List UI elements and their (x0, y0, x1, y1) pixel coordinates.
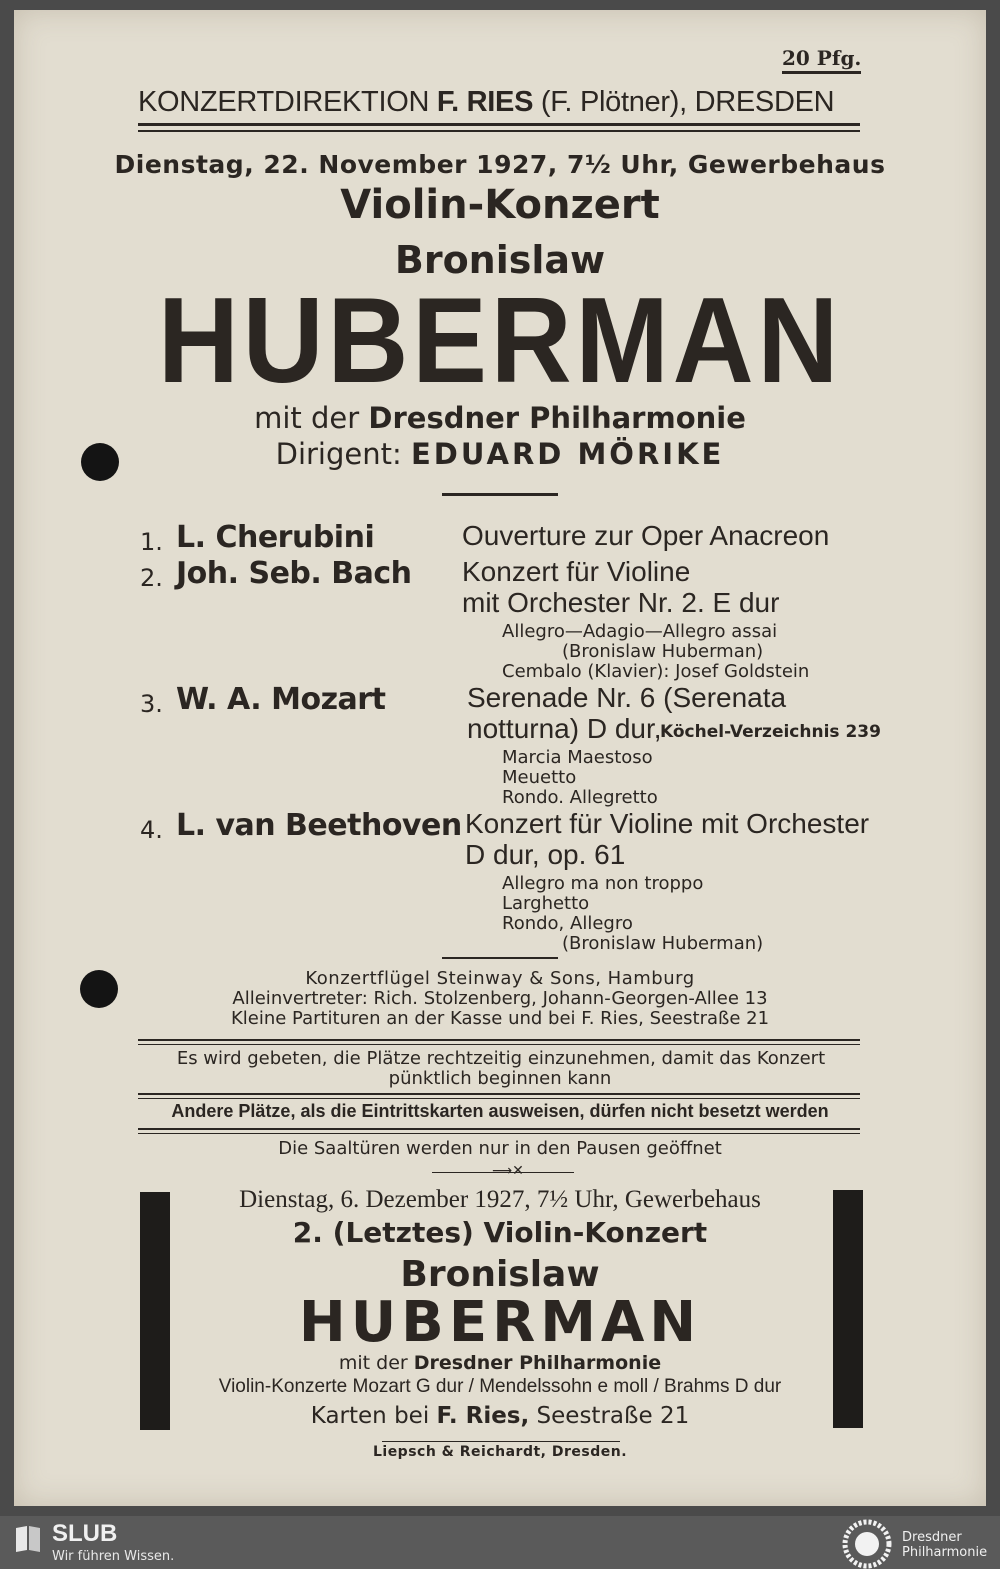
concert1-title: Violin-Konzert (340, 182, 660, 228)
agency-header (138, 86, 860, 119)
concert2-date: Dienstag, 6. Dezember 1927, 7½ Uhr, Gewerbehaus (239, 1186, 761, 1213)
program-movement: Rondo. Allegretto (502, 787, 658, 808)
footer-partner-2: Philharmonie (902, 1545, 988, 1560)
program-number: 3. (140, 690, 163, 718)
price-label: 20 Pfg. (782, 46, 861, 74)
program-work-line: Konzert für Violine (462, 556, 691, 587)
conductor-name: EDUARD MÖRIKE (410, 437, 725, 471)
concert2-orchestra-line (0, 1352, 1000, 1374)
request-line-2: pünktlich beginnen kann (388, 1068, 612, 1089)
notes-double-rule-1 (138, 1039, 860, 1045)
request-line-1: Es wird gebeten, die Plätze rechtzeitig einzunehmen, damit das Konzert (176, 1048, 826, 1069)
seats-note: Andere Plätze, als die Eintrittskarten ausweisen, dürfen nicht besetzt werden (171, 1101, 829, 1121)
concert1-conductor-line (0, 437, 1000, 471)
program-movement: Meuetto (502, 767, 577, 788)
program-movement: (Bronislaw Huberman) (562, 933, 764, 954)
philharmonie-logo-icon (842, 1519, 892, 1569)
scores-note: Kleine Partituren an der Kasse und bei F. Ries, Seestraße 21 (230, 1008, 770, 1029)
tickets-seller: F. Ries, (436, 1403, 530, 1429)
program-work-line: mit Orchester Nr. 2. E dur (462, 587, 780, 618)
program-composer: W. A. Mozart (176, 682, 386, 717)
short-divider (442, 493, 558, 496)
program-composer: Joh. Seb. Bach (176, 556, 412, 591)
concert2-works: Violin-Konzerte Mozart G dur / Mendelssohn e moll / Brahms D dur (218, 1376, 782, 1397)
agency-prefix: KONZERTDIREKTION (138, 86, 430, 118)
footer-partner-1: Dresdner (902, 1530, 962, 1545)
archive-footer (0, 1516, 1000, 1569)
printer-imprint: Liepsch & Reichardt, Dresden. (372, 1444, 628, 1460)
book-icon (14, 1524, 42, 1554)
concert1-orchestra-line (0, 401, 1000, 435)
footer-slogan: Wir führen Wissen. (52, 1549, 175, 1564)
piano-note: Konzertflügel Steinway & Sons, Hamburg (305, 968, 695, 989)
program-work-line: Ouverture zur Oper Anacreon (462, 520, 830, 551)
notes-double-rule-3 (138, 1128, 860, 1134)
header-double-rule (138, 123, 860, 132)
concert2-tickets (0, 1403, 1000, 1429)
program-movement: Marcia Maestoso (502, 747, 653, 768)
program-work-line: Serenade Nr. 6 (Serenata (467, 682, 787, 713)
concert2-last-name: HUBERMAN (298, 1290, 702, 1355)
program-work-line: D dur, op. 61 (465, 839, 626, 870)
program-movement: Allegro—Adagio—Allegro assai (502, 621, 778, 642)
program-end-rule (442, 957, 558, 959)
concert1-last-name: HUBERMAN (157, 272, 843, 408)
concert1-first-name: Bronislaw (394, 238, 606, 282)
program-composer: L. van Beethoven (176, 808, 462, 843)
concert1-date: Dienstag, 22. November 1927, 7½ Uhr, Gewerbehaus (114, 150, 886, 179)
agency-location: (F. Plötner), DRESDEN (540, 86, 835, 118)
orchestra-name-2: Dresdner Philharmonie (413, 1352, 662, 1374)
tickets-prefix: Karten bei (310, 1403, 430, 1429)
program-work-suffix: Köchel-Verzeichnis 239 (660, 722, 881, 742)
with-prefix-2: mit der (338, 1352, 408, 1374)
tickets-address: Seestraße 21 (536, 1403, 690, 1429)
dealer-note: Alleinvertreter: Rich. Stolzenberg, Johann-Georgen-Allee 13 (232, 988, 768, 1009)
with-prefix: mit der (254, 401, 360, 435)
doors-note: Die Saaltüren werden nur in den Pausen geöffnet (278, 1138, 722, 1159)
ornament-icon: ⟶✕ (492, 1163, 524, 1179)
program-movement: Allegro ma non troppo (502, 873, 704, 894)
program-number: 4. (140, 816, 163, 844)
program-composer: L. Cherubini (176, 520, 375, 555)
program-number: 2. (140, 564, 163, 592)
orchestra-name: Dresdner Philharmonie (368, 401, 746, 435)
program-movement: (Bronislaw Huberman) (562, 641, 764, 662)
program-movement: Larghetto (502, 893, 590, 914)
concert2-first-name: Bronislaw (400, 1254, 600, 1295)
printer-rule (382, 1441, 620, 1442)
footer-brand[interactable]: SLUB (52, 1520, 118, 1547)
conductor-label: Dirigent: (275, 437, 402, 471)
concert2-title: 2. (Letztes) Violin-Konzert (292, 1216, 708, 1249)
program-work-line: notturna) D dur, (467, 713, 662, 744)
notes-double-rule-2 (138, 1093, 860, 1099)
program-work-line: Konzert für Violine mit Orchester (465, 808, 870, 839)
agency-name: F. RIES (436, 86, 534, 118)
program-number: 1. (140, 528, 163, 556)
program-movement: Rondo, Allegro (502, 913, 633, 934)
program-movement: Cembalo (Klavier): Josef Goldstein (502, 661, 810, 682)
